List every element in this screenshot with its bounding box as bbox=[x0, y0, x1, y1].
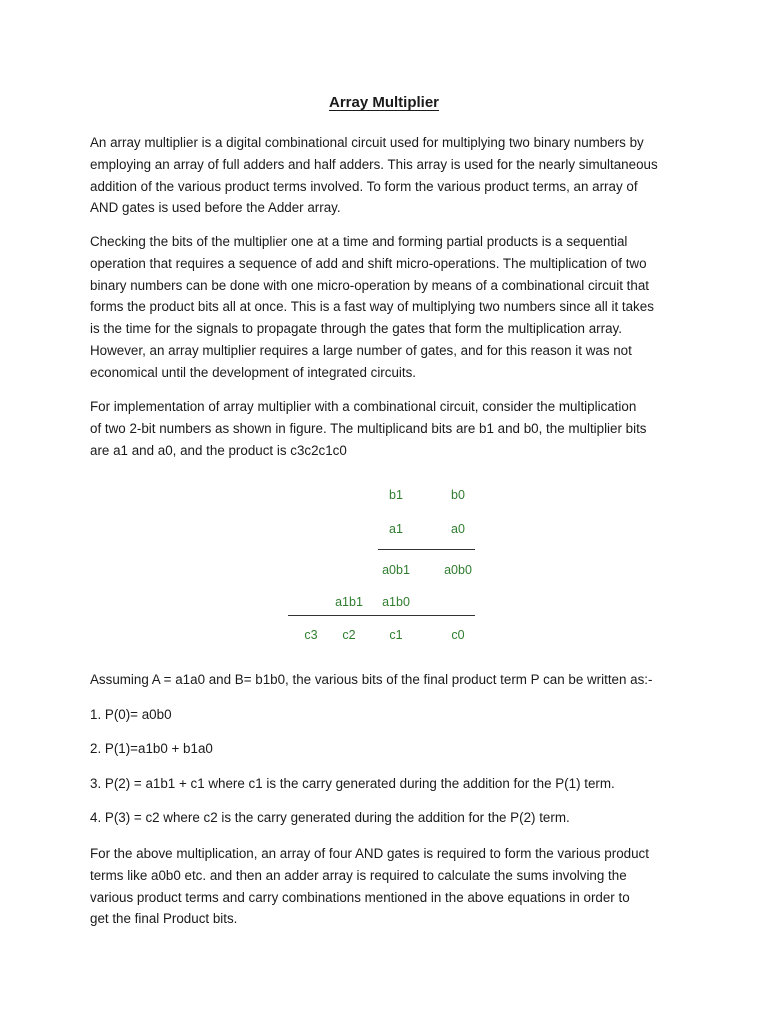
text-line: For the above multiplication, an array of four AND gates is required to form the various product bbox=[90, 846, 649, 861]
text-line: various product terms and carry combinations mentioned in the above equations in order to bbox=[90, 889, 630, 905]
paragraph-assumption: Assuming A = a1a0 and B= b1b0, the various bits of the final product term P can be written as:- bbox=[90, 672, 653, 687]
text-line: For implementation of array multiplier with a combinational circuit, consider the multiplication bbox=[90, 399, 637, 414]
figure-term-b1: b1 bbox=[389, 488, 403, 502]
text-line: An array multiplier is a digital combinational circuit used for multiplying two binary numbers by bbox=[90, 135, 644, 150]
text-line: AND gates is used before the Adder array. bbox=[90, 200, 341, 216]
figure-term-b0: b0 bbox=[451, 488, 465, 502]
paragraph-intro bbox=[90, 132, 690, 219]
text-line: of two 2-bit numbers as shown in figure. The multiplicand bits are b1 and b0, the multiplier bits bbox=[90, 420, 647, 436]
figure-rule-lower bbox=[288, 615, 475, 616]
text-line: operation that requires a sequence of add and shift micro-operations. The multiplication of two bbox=[90, 255, 647, 271]
figure-term-c2: c2 bbox=[342, 628, 356, 642]
list-item: 1. P(0)= a0b0 bbox=[90, 707, 172, 722]
figure-term-a1: a1 bbox=[389, 522, 403, 536]
text-line: addition of the various product terms involved. To form the various product terms, an array of bbox=[90, 178, 638, 194]
figure-term-a0b1: a0b1 bbox=[382, 563, 410, 577]
figure-rule-upper bbox=[378, 549, 475, 550]
page-title: Array Multiplier bbox=[328, 94, 440, 111]
text-line: employing an array of full adders and half adders. This array is used for the nearly simultaneous bbox=[90, 156, 658, 172]
text-line: binary numbers can be done with one micro-operation by means of a combinational circuit that bbox=[90, 277, 649, 293]
figure-term-c0: c0 bbox=[451, 628, 465, 642]
list-item: 2. P(1)=a1b0 + b1a0 bbox=[90, 741, 213, 756]
text-line: terms like a0b0 etc. and then an adder array is required to calculate the sums involving the bbox=[90, 867, 627, 883]
text-line: Checking the bits of the multiplier one at a time and forming partial products is a sequential bbox=[90, 234, 628, 249]
text-line: are a1 and a0, and the product is c3c2c1c0 bbox=[90, 442, 347, 458]
text-line: However, an array multiplier requires a large number of gates, and for this reason it was not bbox=[90, 342, 632, 358]
figure-term-a1b0: a1b0 bbox=[382, 595, 410, 609]
text-line: economical until the development of integrated circuits. bbox=[90, 364, 417, 380]
figure-term-a0b0: a0b0 bbox=[444, 563, 472, 577]
paragraph-conclusion bbox=[90, 843, 690, 930]
paragraph-implementation bbox=[90, 396, 690, 461]
paragraph-sequential bbox=[90, 231, 690, 384]
figure-term-a1b1: a1b1 bbox=[335, 595, 363, 609]
figure-term-c1: c1 bbox=[389, 628, 403, 642]
list-item: 4. P(3) = c2 where c2 is the carry generated during the addition for the P(2) term. bbox=[90, 810, 570, 825]
figure-term-a0: a0 bbox=[451, 522, 465, 536]
text-line: get the final Product bits. bbox=[90, 911, 238, 927]
text-line: forms the product bits all at once. This is a fast way of multiplying two numbers since all it takes bbox=[90, 299, 654, 315]
list-item: 3. P(2) = a1b1 + c1 where c1 is the carry generated during the addition for the P(1) term. bbox=[90, 776, 615, 791]
text-line: is the time for the signals to propagate through the gates that form the multiplication array. bbox=[90, 321, 622, 337]
figure-term-c3: c3 bbox=[304, 628, 318, 642]
